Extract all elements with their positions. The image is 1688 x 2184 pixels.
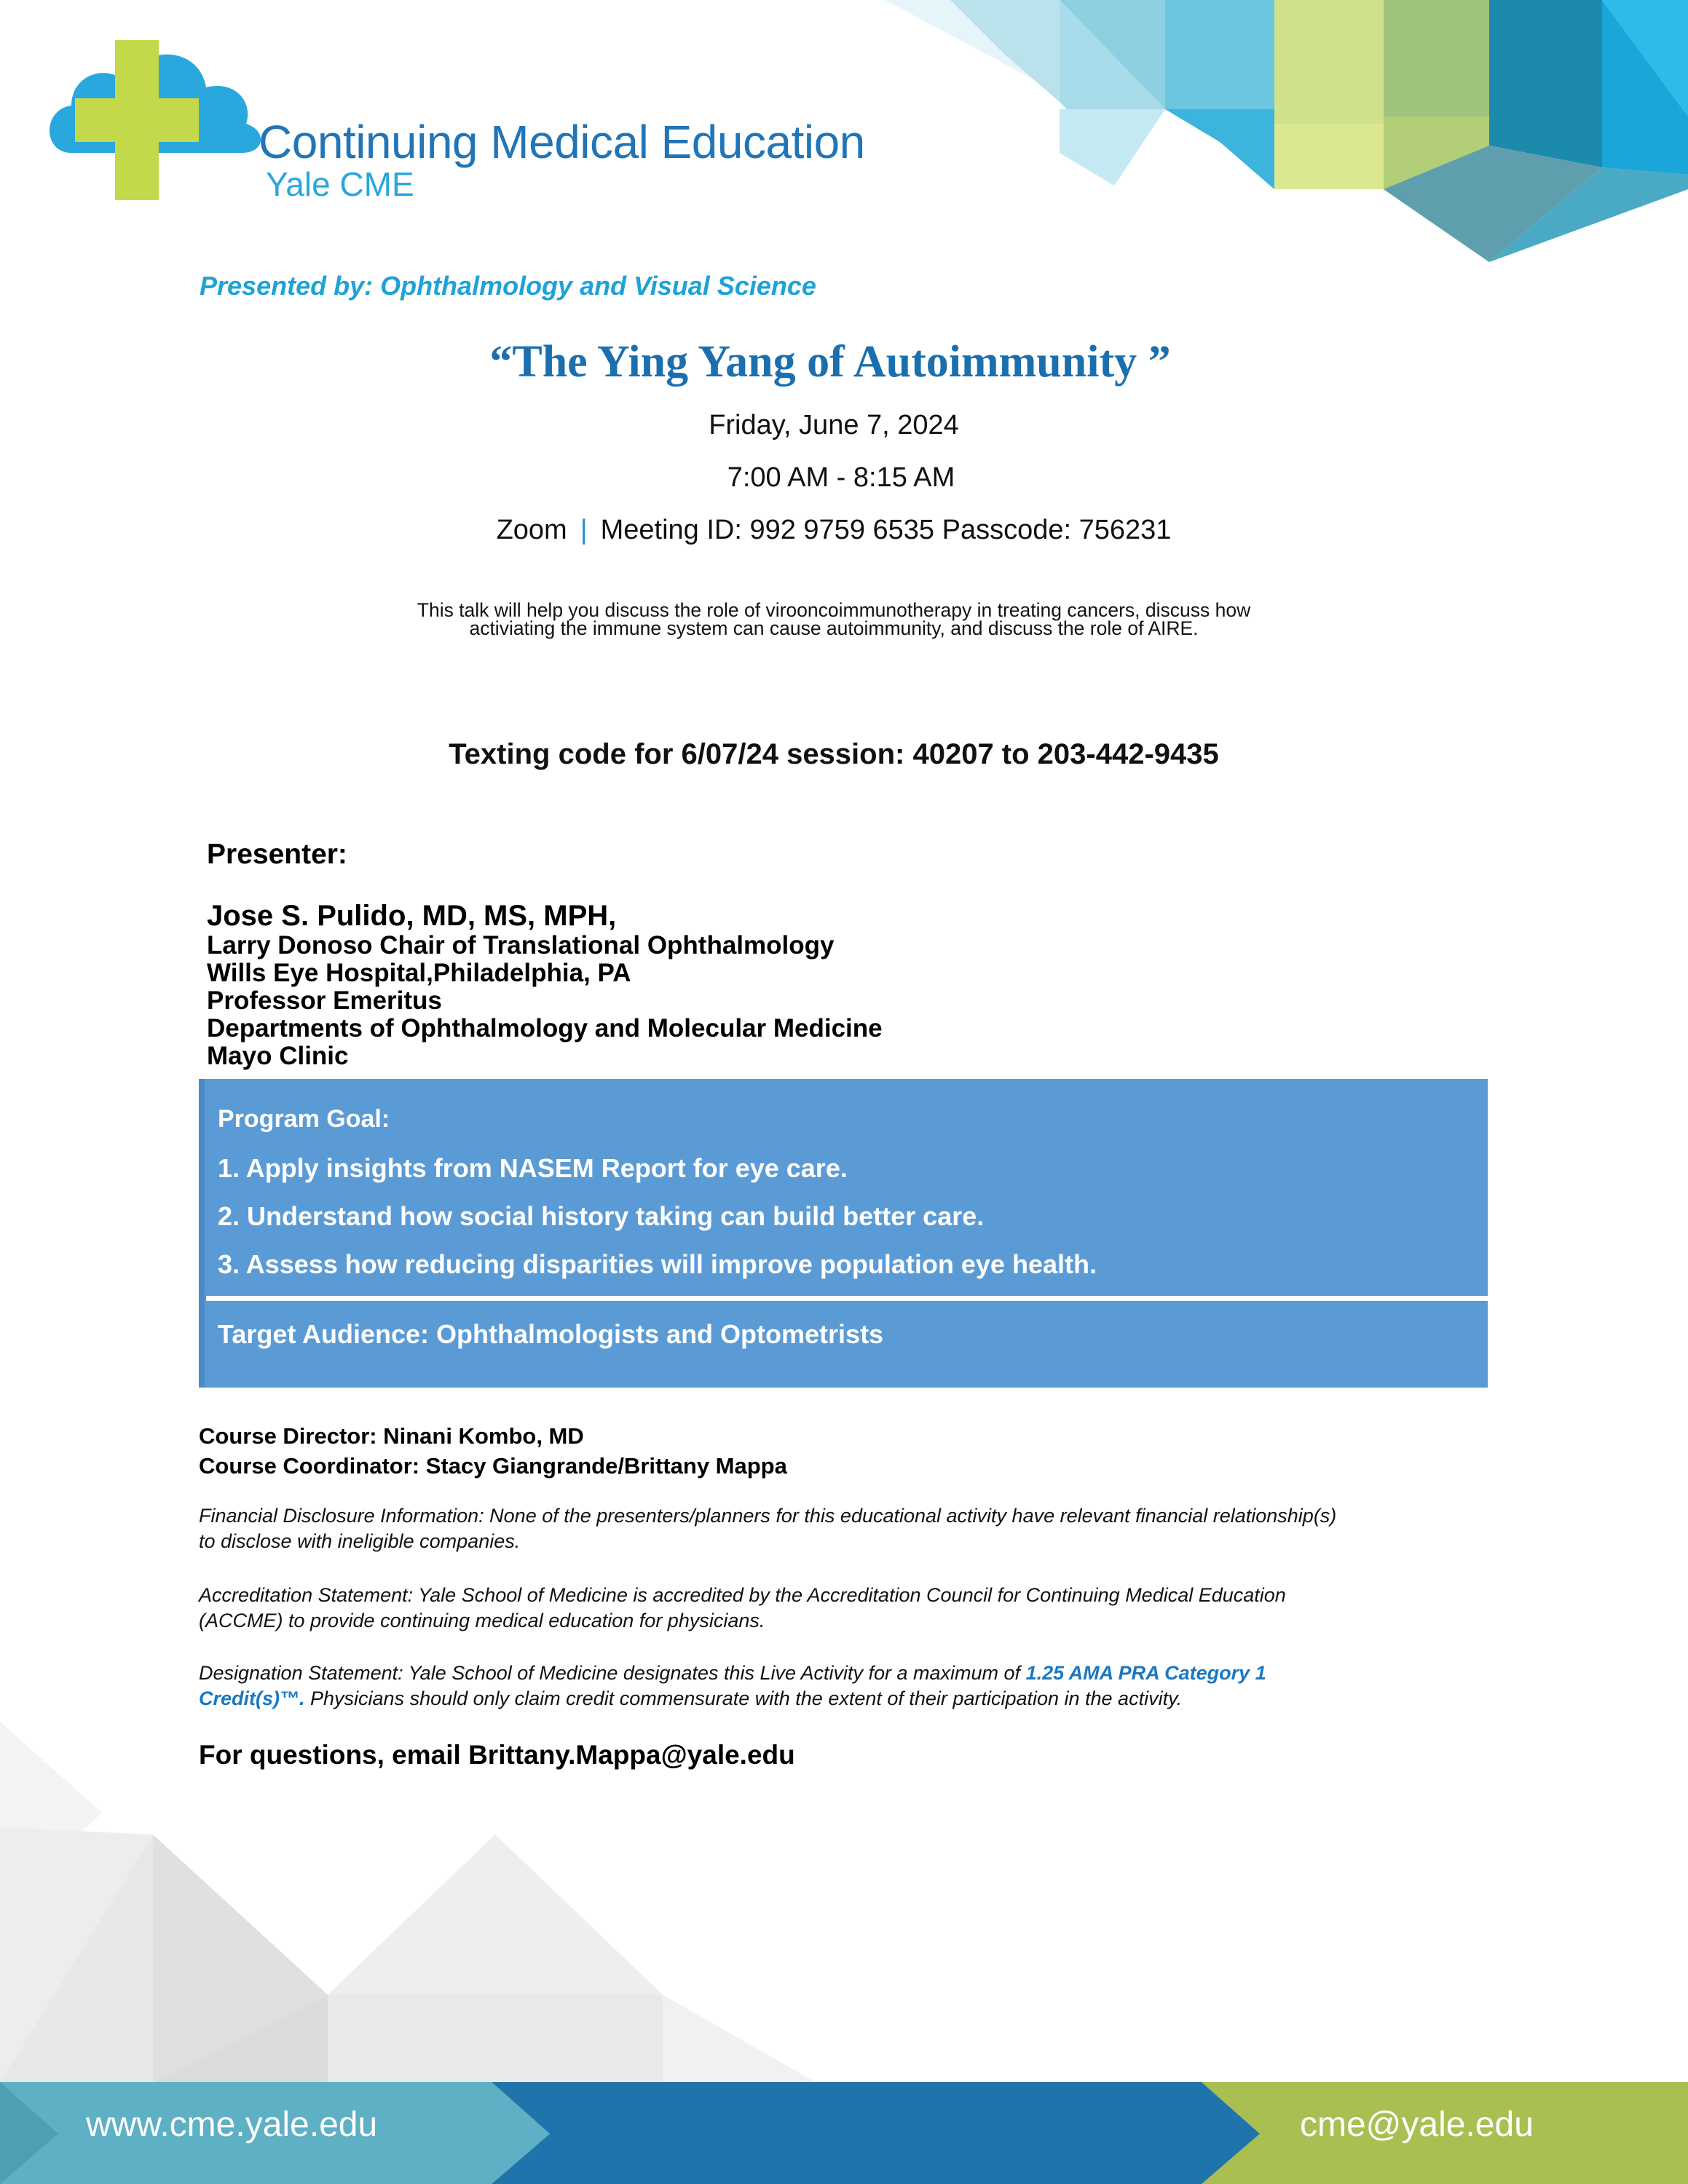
presenter-details (207, 900, 883, 1070)
event-location-line (0, 515, 1668, 546)
accreditation-line: (ACCME) to provide continuing medical education for physicians. (199, 1610, 765, 1631)
presenter-line: Larry Donoso Chair of Translational Ophthalmology (207, 931, 835, 960)
credit-highlight: Credit(s)™. (199, 1688, 305, 1709)
presenter-line: Mayo Clinic (207, 1042, 349, 1070)
designation-text: Designation Statement: Yale School of Medicine designates this Live Activity for a maximum of (199, 1662, 1026, 1684)
program-goal-item: 2. Understand how social history taking can build better care. (218, 1201, 985, 1231)
financial-disclosure-line: Financial Disclosure Information: None of the presenters/planners for this educational activity have relevant financial relationship(s) (199, 1505, 1337, 1527)
presenter-line: Professor Emeritus (207, 986, 442, 1015)
course-director: Course Director: Ninani Kombo, MD (199, 1423, 584, 1449)
program-goal-item: 3. Assess how reducing disparities will improve population eye health. (218, 1249, 1097, 1279)
event-title: “The Ying Yang of Autoimmunity ” (489, 337, 1171, 387)
accreditation-statement (199, 1583, 1495, 1634)
meeting-details: Meeting ID: 992 9759 6535 Passcode: 756231 (600, 515, 1172, 545)
course-coordinator: Course Coordinator: Stacy Giangrande/Brittany Mappa (199, 1453, 787, 1479)
event-description (218, 601, 1449, 638)
logo-subtitle: Yale CME (266, 165, 414, 203)
designation-statement (199, 1661, 1495, 1712)
designation-text: Physicians should only claim credit commensurate with the extent of their participation in the activity. (304, 1688, 1183, 1709)
presenter-line: Departments of Ophthalmology and Molecular Medicine (207, 1014, 883, 1042)
footer-website-link[interactable]: www.cme.yale.edu (86, 2105, 378, 2144)
location-separator: | (580, 515, 588, 545)
financial-disclosure (199, 1503, 1495, 1554)
description-line-1: This talk will help you discuss the role of virooncoimmunotherapy in treating cancers, discuss how (417, 599, 1251, 621)
texting-code: Texting code for 6/07/24 session: 40207 to 203-442-9435 (449, 738, 1219, 770)
footer-email-link[interactable]: cme@yale.edu (1300, 2105, 1534, 2144)
goal-box-edge (199, 1079, 205, 1388)
program-goal-item: 1. Apply insights from NASEM Report for eye care. (218, 1153, 848, 1183)
program-goal-box (199, 1079, 1488, 1388)
accreditation-line: Accreditation Statement: Yale School of Medicine is accredited by the Accreditation Council for Continuing Medical Education (199, 1584, 1286, 1606)
presenter-line: Wills Eye Hospital,Philadelphia, PA (207, 959, 631, 987)
credit-highlight: 1.25 AMA PRA Category 1 (1025, 1662, 1266, 1684)
goal-box-divider (206, 1296, 1488, 1301)
financial-disclosure-line: to disclose with ineligible companies. (199, 1530, 521, 1552)
event-date: Friday, June 7, 2024 (709, 410, 959, 440)
target-audience: Target Audience: Ophthalmologists and Optometrists (218, 1319, 884, 1349)
description-line-2: activiating the immune system can cause autoimmunity, and discuss the role of AIRE. (469, 617, 1199, 639)
presenter-name: Jose S. Pulido, MD, MS, MPH, (207, 900, 617, 932)
program-goal-label: Program Goal: (218, 1105, 390, 1133)
questions-contact: For questions, email Brittany.Mappa@yale.edu (199, 1740, 795, 1770)
presented-by: Presented by: Ophthalmology and Visual Science (200, 271, 816, 301)
presenter-label: Presenter: (207, 839, 347, 870)
event-time: 7:00 AM - 8:15 AM (727, 462, 955, 493)
course-credits (199, 1421, 787, 1481)
cloud-plus-icon (42, 29, 275, 211)
logo-title: Continuing Medical Education (259, 116, 865, 168)
event-location: Zoom (496, 515, 567, 545)
